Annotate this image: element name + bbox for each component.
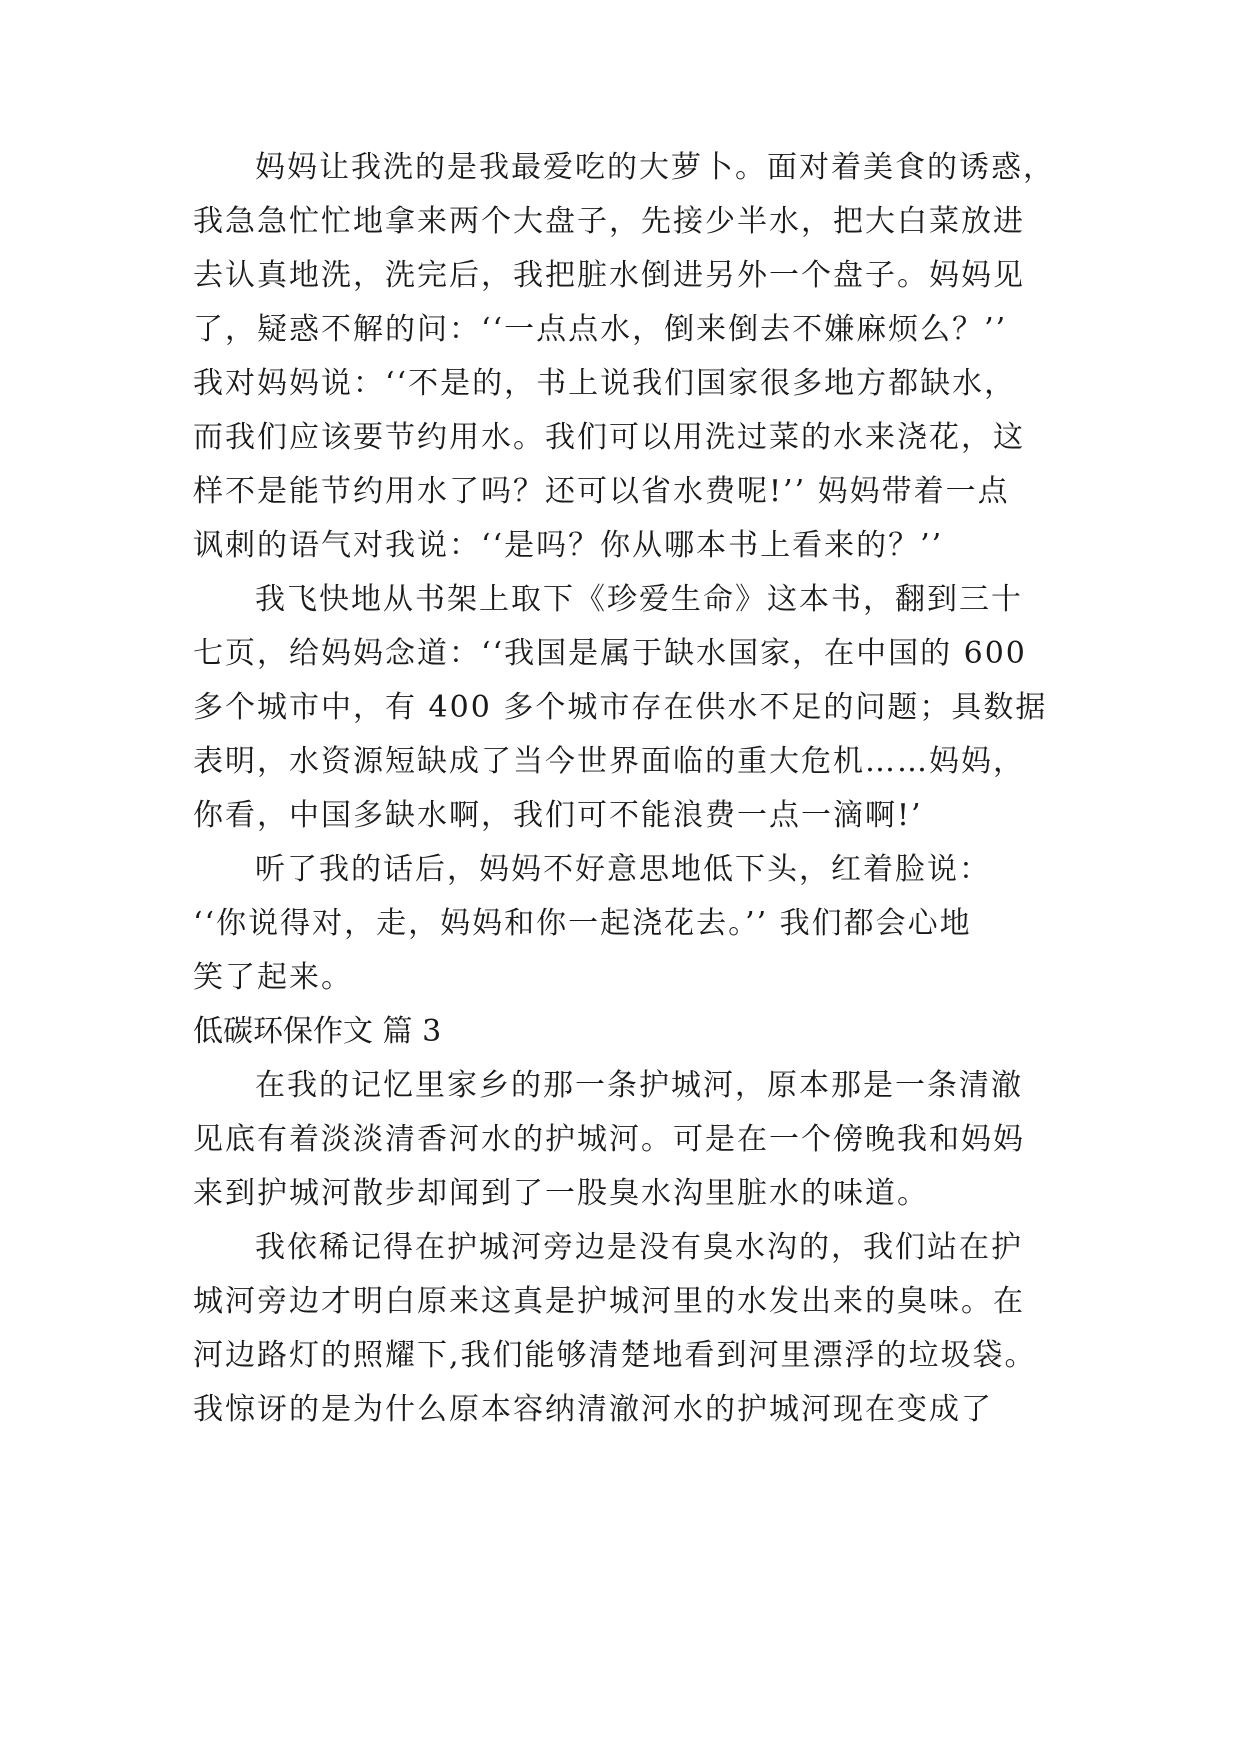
paragraph-1-line-7: 样不是能节约用水了吗？还可以省水费呢!’’ 妈妈带着一点 [193, 474, 1010, 509]
paragraph-1-line-1: 妈妈让我洗的是我最爱吃的大萝卜。面对着美食的诱惑， [255, 150, 1055, 185]
paragraph-2-line-4: 表明，水资源短缺成了当今世界面临的重大危机……妈妈， [193, 744, 1025, 779]
paragraph-2-line-2: 七页，给妈妈念道：‘‘我国是属于缺水国家，在中国的 600 [193, 636, 1027, 671]
paragraph-2-line-1: 我飞快地从书架上取下《珍爱生命》这本书，翻到三十 [255, 582, 1023, 617]
paragraph-1-line-3: 去认真地洗，洗完后，我把脏水倒进另外一个盘子。妈妈见 [193, 258, 1025, 293]
paragraph-1-line-2: 我急急忙忙地拿来两个大盘子，先接少半水，把大白菜放进 [193, 204, 1025, 239]
paragraph-1-line-8: 讽刺的语气对我说：‘‘是吗？你从哪本书上看来的？’’ [193, 528, 944, 563]
paragraph-5-line-2: 城河旁边才明白原来这真是护城河里的水发出来的臭味。在 [193, 1284, 1025, 1319]
paragraph-3-line-1: 听了我的话后，妈妈不好意思地低下头，红着脸说： [255, 852, 991, 887]
paragraph-4-line-2: 见底有着淡淡清香河水的护城河。可是在一个傍晚我和妈妈 [193, 1122, 1025, 1157]
paragraph-1-line-6: 而我们应该要节约用水。我们可以用洗过菜的水来浇花，这 [193, 420, 1025, 455]
paragraph-5-line-4: 我惊讶的是为什么原本容纳清澈河水的护城河现在变成了 [193, 1392, 993, 1427]
paragraph-2-line-5: 你看，中国多缺水啊，我们可不能浪费一点一滴啊!’ [193, 798, 923, 833]
section-heading: 低碳环保作文 篇 3 [193, 1014, 442, 1049]
paragraph-2-line-3: 多个城市中，有 400 多个城市存在供水不足的问题；具数据 [193, 690, 1048, 725]
paragraph-1-line-5: 我对妈妈说：‘‘不是的，书上说我们国家很多地方都缺水， [193, 366, 1017, 401]
paragraph-3-line-2: ‘‘你说得对，走，妈妈和你一起浇花去。’’ 我们都会心地 [193, 906, 972, 941]
paragraph-3-line-3: 笑了起来。 [193, 960, 353, 995]
paragraph-5-line-3: 河边路灯的照耀下,我们能够清楚地看到河里漂浮的垃圾袋。 [193, 1338, 1037, 1373]
paragraph-4-line-3: 来到护城河散步却闻到了一股臭水沟里脏水的味道。 [193, 1176, 929, 1211]
paragraph-5-line-1: 我依稀记得在护城河旁边是没有臭水沟的，我们站在护 [255, 1230, 1023, 1265]
paragraph-4-line-1: 在我的记忆里家乡的那一条护城河，原本那是一条清澈 [255, 1068, 1023, 1103]
paragraph-1-line-4: 了，疑惑不解的问：‘‘一点点水，倒来倒去不嫌麻烦么？’’ [193, 312, 1008, 347]
